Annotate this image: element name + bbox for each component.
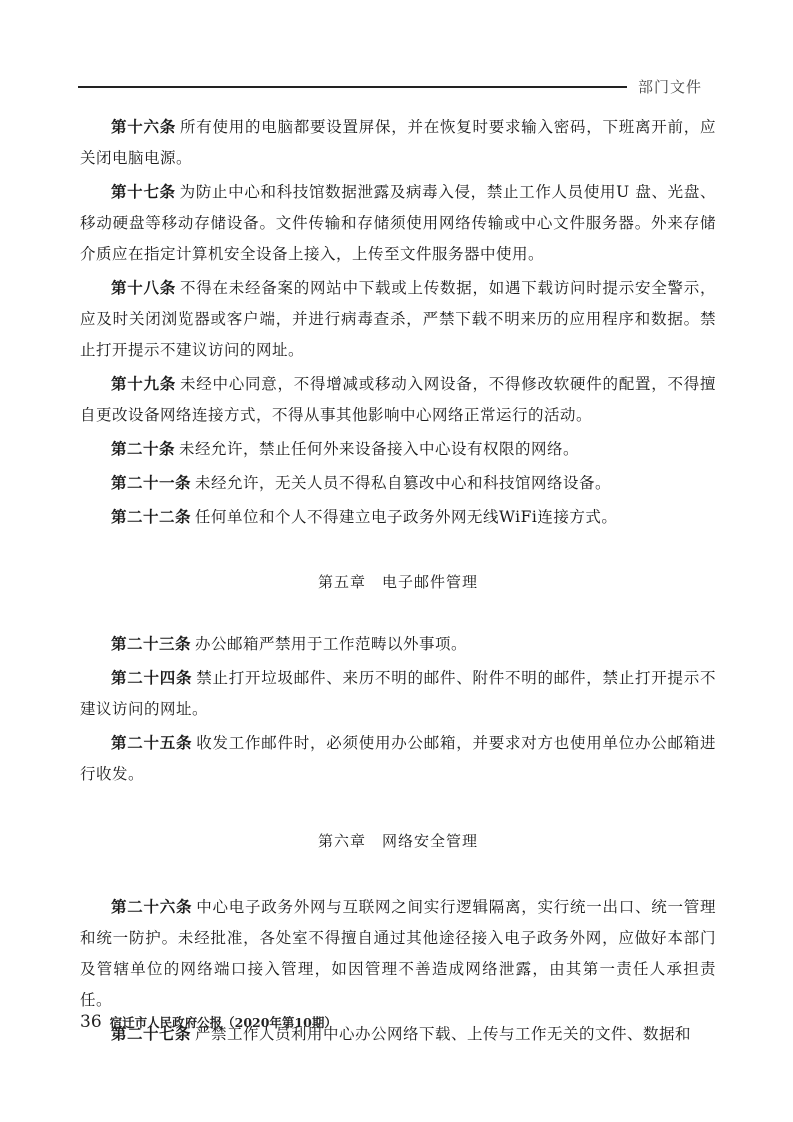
article-text: 未经允许，无关人员不得私自篡改中心和科技馆网络设备。 xyxy=(195,474,612,492)
article-22 xyxy=(80,502,716,533)
article-heading: 第十九条 xyxy=(111,375,176,393)
article-heading: 第二十六条 xyxy=(111,898,193,916)
article-text: 办公邮箱严禁用于工作范畴以外事项。 xyxy=(195,635,468,653)
section-label: 部门文件 xyxy=(638,78,703,96)
article-text: 严禁工作人员利用中心办公网络下载、上传与工作无关的文件、数据和 xyxy=(195,1025,692,1043)
article-text: 禁止打开垃圾邮件、来历不明的邮件、附件不明的邮件，禁止打开提示不建议访问的网址。 xyxy=(80,669,716,718)
page-number: 36 xyxy=(80,1012,102,1032)
article-text: 未经允许，禁止任何外来设备接入中心设有权限的网络。 xyxy=(179,440,580,458)
document-body xyxy=(80,112,716,1050)
article-text: 不得在未经备案的网站中下载或上传数据，如遇下载访问时提示安全警示，应及时关闭浏览器或客户端，并进行病毒查杀，严禁下载不明来历的应用程序和数据。禁止打开提示不建议访问的网址。 xyxy=(80,279,716,359)
article-heading: 第十八条 xyxy=(111,279,176,297)
article-17 xyxy=(80,177,716,270)
article-text: 未经中心同意，不得增减或移动入网设备，不得修改软硬件的配置，不得擅自更改设备网络连接方式，不得从事其他影响中心网络正常运行的活动。 xyxy=(80,375,716,424)
article-text: 为防止中心和科技馆数据泄露及病毒入侵，禁止工作人员使用U 盘、光盘、移动硬盘等移动存储设备。文件传输和存储须使用网络传输或中心文件服务器。外来存储介质应在指定计算机安全设备上接入，上传至文件服务器中使用。 xyxy=(80,183,716,263)
article-25 xyxy=(80,728,716,790)
chapter-6-heading: 第六章 网络安全管理 xyxy=(317,832,478,850)
article-24 xyxy=(80,663,716,725)
article-text: 任何单位和个人不得建立电子政务外网无线WiFi连接方式。 xyxy=(195,508,618,526)
article-heading: 第二十一条 xyxy=(111,474,192,492)
chapter-5-heading: 第五章 电子邮件管理 xyxy=(317,573,478,591)
article-20 xyxy=(80,434,716,465)
article-26 xyxy=(80,892,716,1016)
page-footer xyxy=(80,1012,337,1032)
article-heading: 第二十条 xyxy=(111,440,176,458)
article-text: 中心电子政务外网与互联网之间实行逻辑隔离，实行统一出口、统一管理和统一防护。未经批准，各处室不得擅自通过其他途径接入电子政务外网，应做好本部门及管辖单位的网络端口接入管理，如因管理不善造成网络泄露，由其第一责任人承担责任。 xyxy=(80,898,716,1009)
article-heading: 第二十七条 xyxy=(111,1025,192,1043)
article-heading: 第十六条 xyxy=(111,118,176,136)
article-heading: 第二十二条 xyxy=(111,508,192,526)
article-text: 收发工作邮件时，必须使用办公邮箱，并要求对方也使用单位办公邮箱进行收发。 xyxy=(80,734,716,783)
article-19 xyxy=(80,369,716,431)
article-heading: 第二十五条 xyxy=(111,734,193,752)
article-21 xyxy=(80,468,716,499)
article-23 xyxy=(80,629,716,660)
article-heading: 第二十四条 xyxy=(111,669,193,687)
header-rule xyxy=(78,86,627,88)
article-heading: 第二十三条 xyxy=(111,635,192,653)
article-text: 所有使用的电脑都要设置屏保，并在恢复时要求输入密码，下班离开前，应关闭电脑电源。 xyxy=(80,118,716,167)
article-18 xyxy=(80,273,716,366)
publication-title: 宿迁市人民政府公报（2020年第10期） xyxy=(109,1015,337,1030)
article-heading: 第十七条 xyxy=(111,183,176,201)
article-16 xyxy=(80,112,716,174)
